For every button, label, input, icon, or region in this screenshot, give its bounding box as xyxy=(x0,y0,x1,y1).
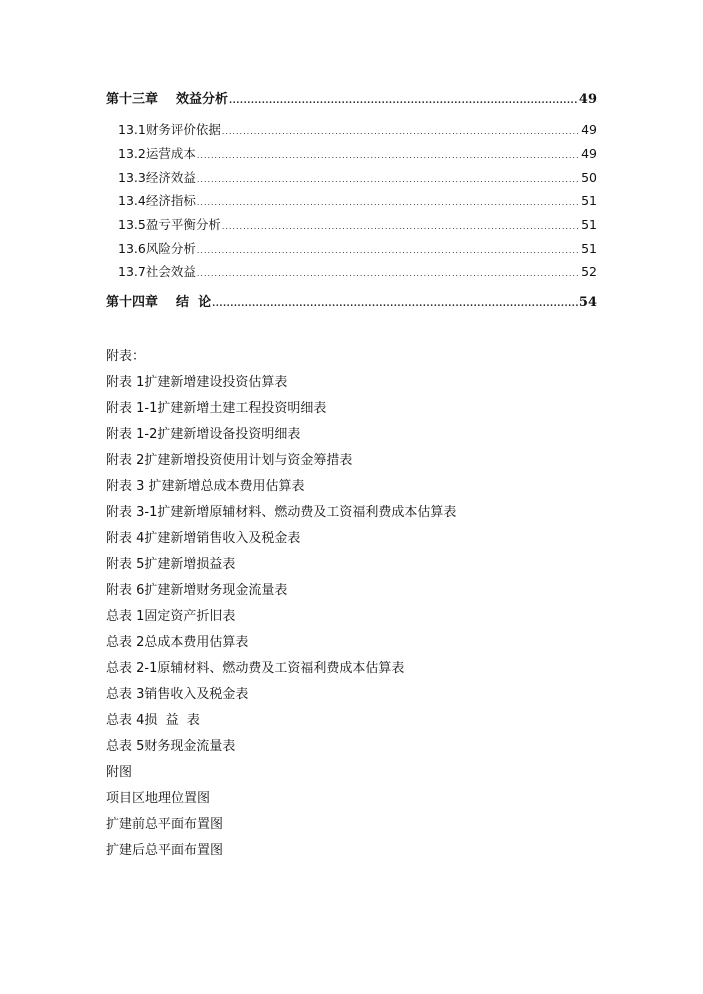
appendix-item: 附表 1-1扩建新增土建工程投资明细表 xyxy=(106,401,327,416)
toc-section-13-7[interactable] xyxy=(118,264,597,282)
toc-page-number: 51 xyxy=(581,217,597,232)
toc-dot-leader xyxy=(197,193,580,211)
appendix-item: 扩建前总平面布置图 xyxy=(106,817,224,832)
toc-dot-leader xyxy=(197,264,580,282)
toc-chapter-14[interactable] xyxy=(106,295,597,312)
appendix-item: 总表 2总成本费用估算表 xyxy=(106,635,249,650)
appendix-item: 总表 3销售收入及税金表 xyxy=(106,687,249,702)
appendix-item: 附表 3 扩建新增总成本费用估算表 xyxy=(106,479,305,494)
toc-page-number: 50 xyxy=(581,170,597,185)
toc-section-title: 13.6风险分析 xyxy=(118,241,196,256)
toc-section-title: 13.2运营成本 xyxy=(118,146,196,161)
appendix-item: 总表 1固定资产折旧表 xyxy=(106,609,236,624)
appendix-item: 附表 4扩建新增销售收入及税金表 xyxy=(106,531,301,546)
toc-section-13-3[interactable] xyxy=(118,170,597,188)
toc-dot-leader xyxy=(197,146,580,164)
toc-section-title: 13.4经济指标 xyxy=(118,193,196,208)
toc-section-title: 13.7社会效益 xyxy=(118,264,196,279)
toc-section-13-4[interactable] xyxy=(118,193,597,211)
toc-section-title: 13.3经济效益 xyxy=(118,170,196,185)
appendix-item: 总表 5财务现金流量表 xyxy=(106,739,236,754)
appendix-item: 附表 3-1扩建新增原辅材料、燃动费及工资福利费成本估算表 xyxy=(106,505,457,520)
toc-page-number: 54 xyxy=(578,295,597,310)
appendix-item: 扩建后总平面布置图 xyxy=(106,843,224,858)
appendix-item: 附表 6扩建新增财务现金流量表 xyxy=(106,583,288,598)
toc-page-number: 51 xyxy=(581,241,597,256)
toc-chapter-13[interactable] xyxy=(106,92,597,109)
toc-section-13-6[interactable] xyxy=(118,241,597,259)
toc-chapter-13-title: 第十三章 效益分析 xyxy=(106,92,229,107)
appendix-item: 项目区地理位置图 xyxy=(106,791,211,806)
toc-dot-leader xyxy=(229,92,578,109)
toc-section-title: 13.1财务评价依据 xyxy=(118,122,221,137)
appendix-item: 附表 2扩建新增投资使用计划与资金筹措表 xyxy=(106,453,353,468)
appendix-item: 总表 2-1原辅材料、燃动费及工资福利费成本估算表 xyxy=(106,661,405,676)
toc-section-title: 13.5盈亏平衡分析 xyxy=(118,217,221,232)
appendix-heading: 附表： xyxy=(106,349,146,364)
appendix-item: 附表 1-2扩建新增设备投资明细表 xyxy=(106,427,301,442)
toc-dot-leader xyxy=(197,241,580,259)
toc-chapter-14-title: 第十四章 结 论 xyxy=(106,295,212,310)
toc-page-number: 52 xyxy=(581,264,597,279)
toc-dot-leader xyxy=(222,217,580,235)
appendix-item: 总表 4损 益 表 xyxy=(106,713,200,728)
toc-dot-leader xyxy=(212,295,578,312)
appendix-item: 附表 5扩建新增损益表 xyxy=(106,557,236,572)
appendix-item: 附表 1扩建新增建设投资估算表 xyxy=(106,375,288,390)
toc-page-number: 51 xyxy=(581,193,597,208)
toc-page-number: 49 xyxy=(581,122,597,137)
toc-page-number: 49 xyxy=(578,92,597,107)
toc-dot-leader xyxy=(197,170,580,188)
toc-section-13-2[interactable] xyxy=(118,146,597,164)
toc-section-13-1[interactable] xyxy=(118,122,597,140)
appendix-item: 附图 xyxy=(106,765,133,780)
toc-dot-leader xyxy=(222,122,580,140)
toc-page-number: 49 xyxy=(581,146,597,161)
toc-section-13-5[interactable] xyxy=(118,217,597,235)
